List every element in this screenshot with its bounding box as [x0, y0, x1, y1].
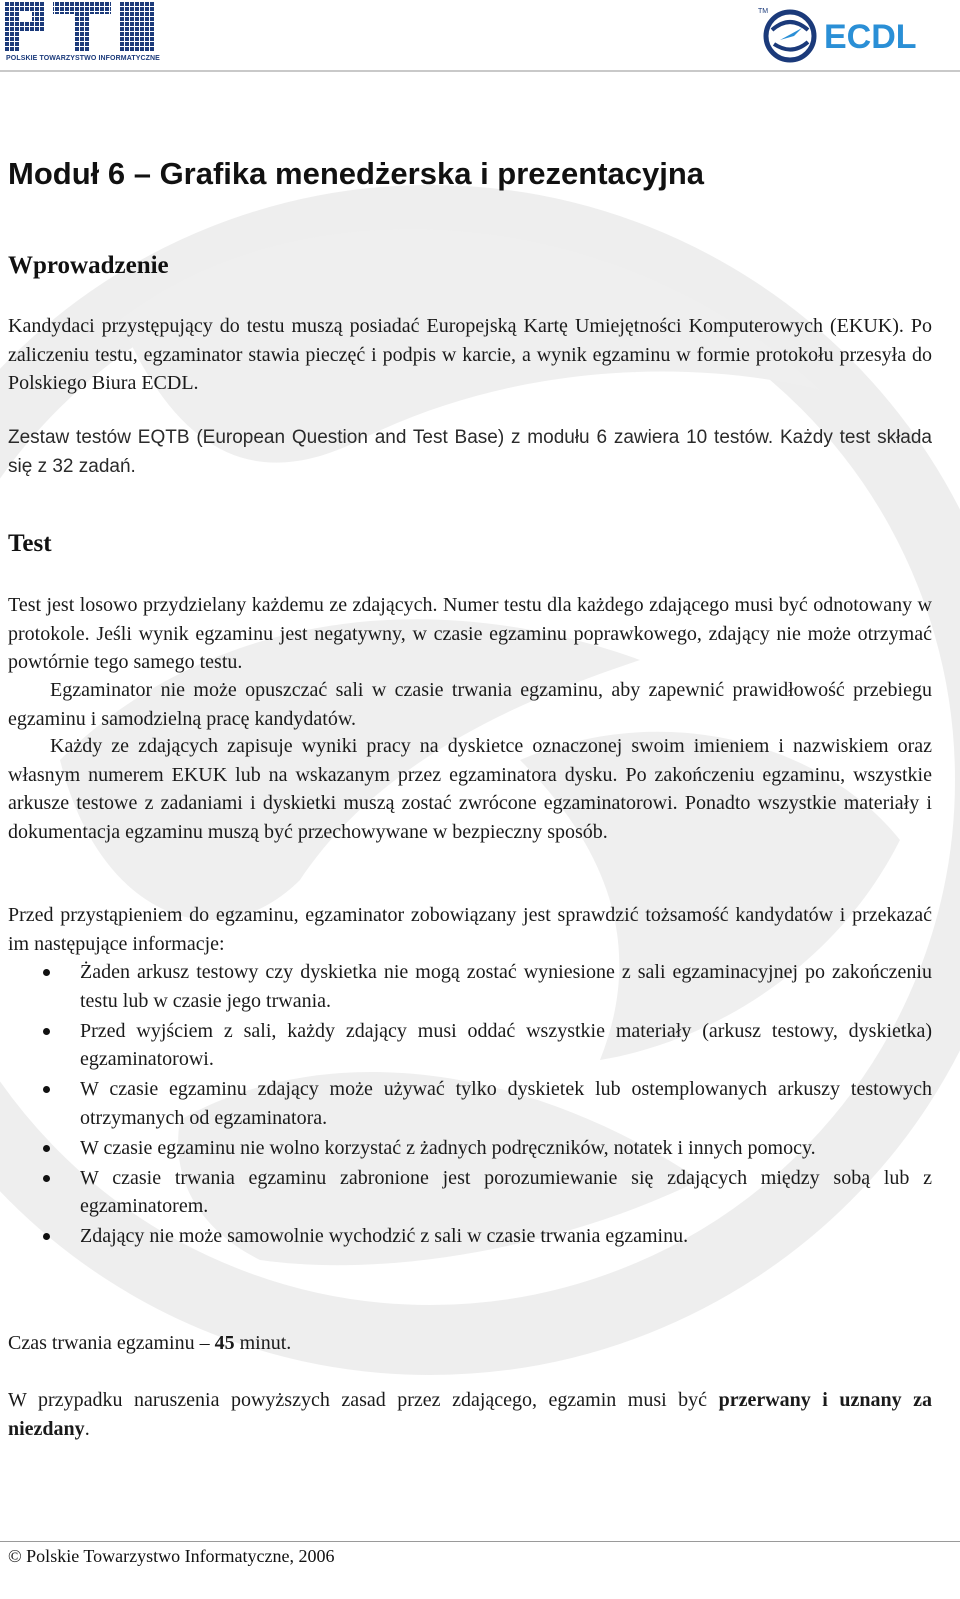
footer-divider — [0, 1541, 960, 1542]
svg-text:TM: TM — [758, 8, 769, 15]
list-item: Żaden arkusz testowy czy dyskietka nie mogą zostać wyniesione z sali egzaminacyjnej po zakończeniu testu lub w czasie jego trwania. — [8, 958, 932, 1015]
list-item: W czasie trwania egzaminu zabronione jest porozumiewanie się zdających między sobą lub z egzaminatorem. — [8, 1164, 932, 1221]
violation-notice: W przypadku naruszenia powyższych zasad przez zdającego, egzamin musi być przerwany i uznany za niezdany. — [8, 1389, 932, 1440]
test-paragraph-1: Test jest losowo przydzielany każdemu ze zdających. Numer testu dla każdego zdającego musi być odnotowany w protokole. Jeśli wynik egzaminu jest negatywny, w czasie egzaminu poprawkowego, zdający nie może otrzymać powtórnie tego samego testu. — [8, 594, 932, 673]
header-divider — [0, 70, 960, 72]
duration-value: 45 — [214, 1332, 235, 1354]
bullet-icon — [43, 1175, 50, 1182]
list-item: Zdający nie może samowolnie wychodzić z sali w czasie trwania egzaminu. — [8, 1222, 932, 1251]
bullet-icon — [43, 1233, 50, 1240]
section-heading-test: Test — [8, 530, 52, 557]
exam-duration: Czas trwania egzaminu – 45 minut. — [8, 1332, 292, 1354]
list-item: Przed wyjściem z sali, każdy zdający musi oddać wszystkie materiały (arkusz testowy, dyskietka) egzaminatorowi. — [8, 1017, 932, 1074]
list-item: W czasie egzaminu zdający może używać tylko dyskietek lub ostemplowanych arkuszy testowych otrzymanych od egzaminatora. — [8, 1075, 932, 1132]
exam-rules-list — [8, 958, 932, 1252]
document-title: Moduł 6 – Grafika menedżerska i prezentacyjna — [8, 156, 705, 191]
section-heading-introduction: Wprowadzenie — [8, 252, 169, 279]
ecdl-logo — [758, 4, 938, 64]
page-header — [0, 0, 960, 72]
bullet-icon — [43, 1086, 50, 1093]
test-paragraph-4: Przed przystąpieniem do egzaminu, egzaminator zobowiązany jest sprawdzić tożsamość kandydatów i przekazać im następujące informacje: — [8, 904, 932, 955]
violation-consequence: przerwany i uznany za niezdany — [8, 1389, 932, 1440]
list-item: W czasie egzaminu nie wolno korzystać z żadnych podręczników, notatek i innych pomocy. — [8, 1134, 932, 1163]
bullet-icon — [43, 1028, 50, 1035]
bullet-icon — [43, 1145, 50, 1152]
svg-text:ECDL: ECDL — [824, 18, 917, 56]
bullet-icon — [43, 969, 50, 976]
test-paragraph-2: Egzaminator nie może opuszczać sali w czasie trwania egzaminu, aby zapewnić prawidłowość przebiegu egzaminu i samodzielną pracę kandydatów. — [8, 679, 932, 730]
footer-copyright: © Polskie Towarzystwo Informatyczne, 2006 — [8, 1546, 335, 1566]
test-paragraph-3: Każdy ze zdających zapisuje wyniki pracy na dyskietce oznaczonej swoim imieniem i nazwiskiem oraz własnym numerem EKUK lub na wskazanym przez egzaminatora dysku. Po zakończeniu egzaminu, wszystkie arkusze testowe z zadaniami i dyskietki muszą zostać zwrócone egzaminatorowi. Ponadto wszystkie materiały i dokumentacja egzaminu muszą być przechowywane w bezpieczny sposób. — [8, 735, 932, 843]
intro-paragraph-2: Zestaw testów EQTB (European Question and Test Base) z modułu 6 zawiera 10 testów. Każdy test składa się z 32 zadań. — [8, 427, 932, 477]
intro-paragraph-1: Kandydaci przystępujący do testu muszą posiadać Europejską Kartę Umiejętności Komputerowych (EKUK). Po zaliczeniu testu, egzaminator stawia pieczęć i podpis w karcie, a wynik egzaminu w formie protokołu przesyła do Polskiego Biura ECDL. — [8, 315, 932, 394]
pti-logo-caption: POLSKIE TOWARZYSTWO INFORMATYCZNE — [6, 55, 160, 62]
